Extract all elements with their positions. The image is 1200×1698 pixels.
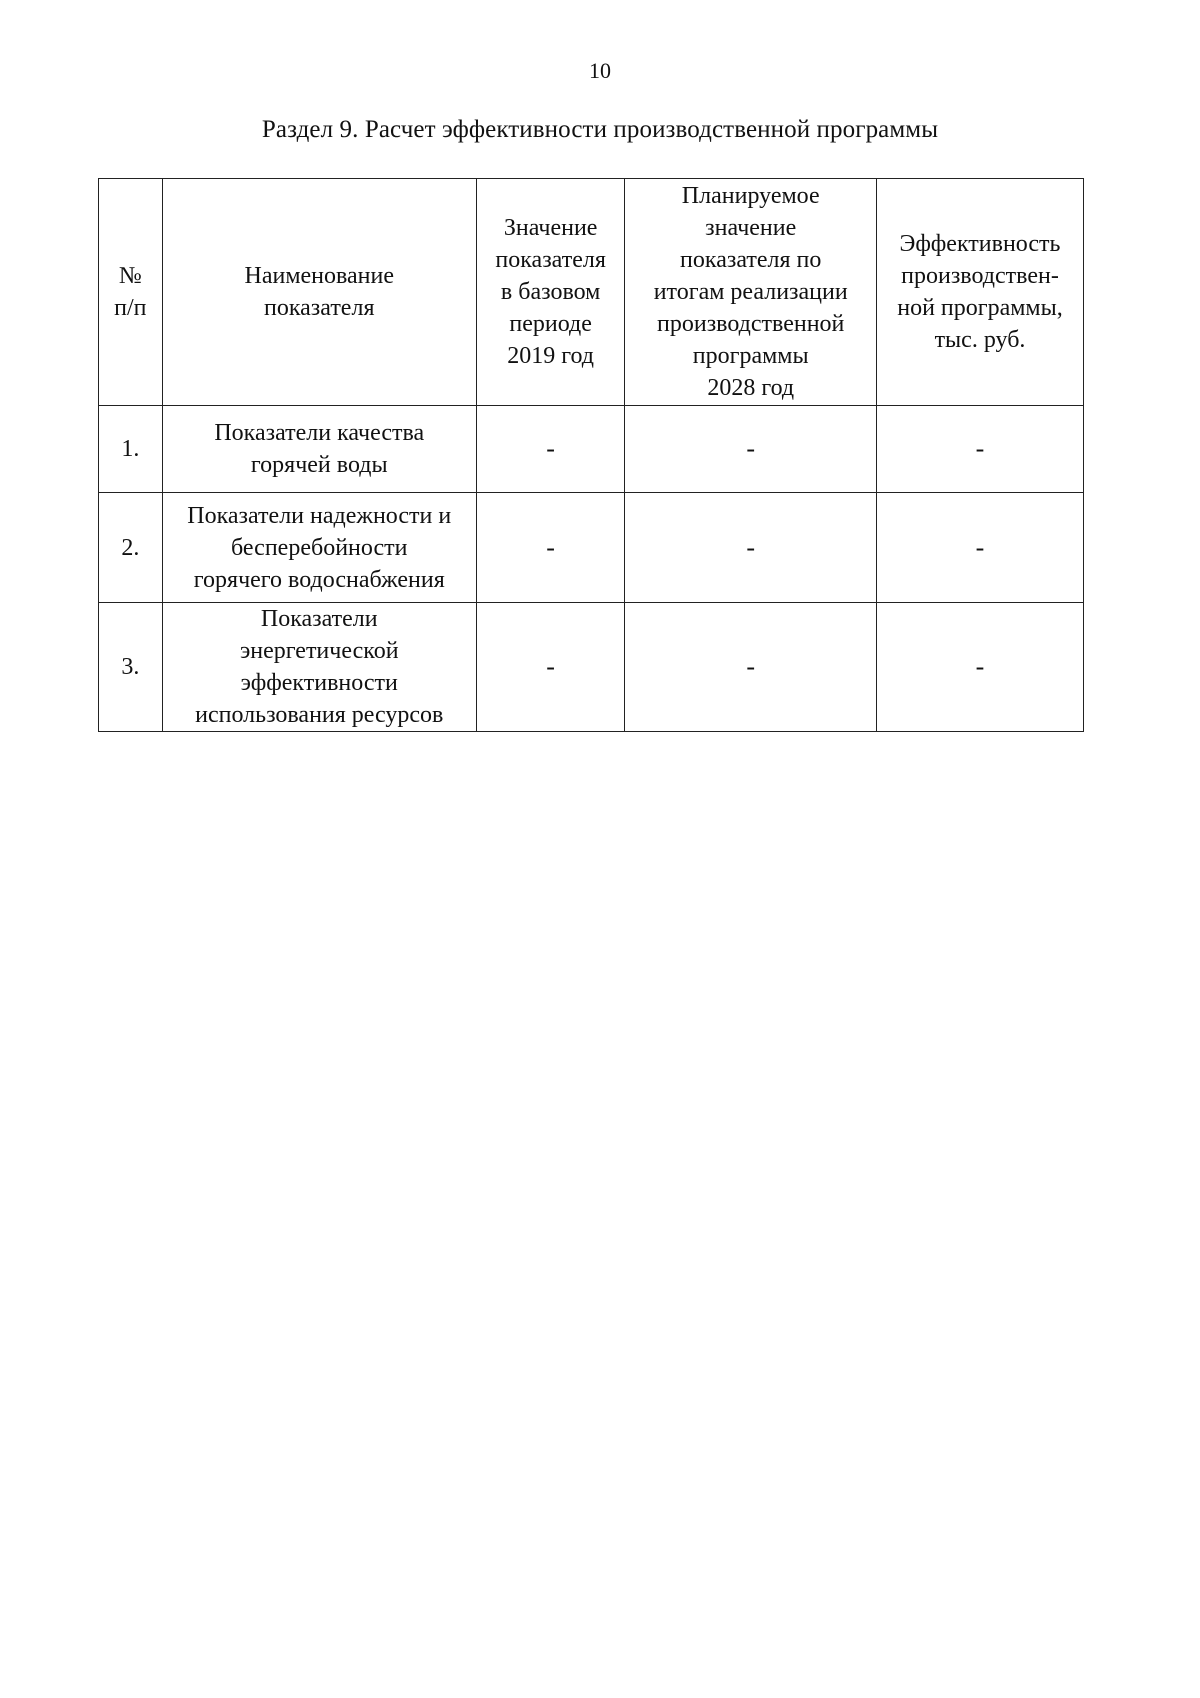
row-planned-value: - xyxy=(625,493,877,603)
row-base-value: - xyxy=(476,603,625,732)
row-efficiency: - xyxy=(876,493,1083,603)
header-line: производствен- xyxy=(901,263,1059,289)
header-efficiency xyxy=(876,179,1083,406)
table-header-row xyxy=(99,179,1084,406)
name-line: горячего водоснабжения xyxy=(193,566,445,593)
header-line: производственной xyxy=(657,311,845,337)
table-row xyxy=(99,406,1084,493)
name-line: Показатели надежности и xyxy=(187,502,452,529)
row-efficiency: - xyxy=(876,603,1083,732)
header-line: Эффективность xyxy=(899,231,1061,257)
name-line: бесперебойности xyxy=(231,534,408,561)
name-line: энергетической xyxy=(239,638,399,664)
name-line: горячей воды xyxy=(250,452,388,478)
row-number: 1. xyxy=(99,406,163,493)
efficiency-table xyxy=(98,178,1084,732)
header-line: ной программы, xyxy=(897,295,1063,321)
header-base-value xyxy=(476,179,625,406)
header-line: Планируемое xyxy=(681,183,820,209)
header-line: Наименование xyxy=(244,263,395,289)
header-line: значение xyxy=(705,215,797,241)
page-number: 10 xyxy=(589,58,611,83)
table-row xyxy=(99,603,1084,732)
row-number: 2. xyxy=(99,493,163,603)
name-line: Показатели качества xyxy=(214,420,425,446)
row-indicator-name xyxy=(162,603,476,732)
row-indicator-name xyxy=(162,406,476,493)
row-planned-value: - xyxy=(625,406,877,493)
header-planned-value xyxy=(625,179,877,406)
header-line: № xyxy=(118,263,142,289)
header-line: программы xyxy=(692,343,809,369)
row-efficiency: - xyxy=(876,406,1083,493)
name-line: использования ресурсов xyxy=(195,702,444,728)
header-line: 2028 год xyxy=(707,375,795,401)
row-base-value: - xyxy=(476,493,625,603)
header-indicator-name xyxy=(162,179,476,406)
header-line: тыс. руб. xyxy=(934,327,1026,353)
header-line: п/п xyxy=(114,295,147,321)
header-line: показателя xyxy=(495,247,606,273)
row-base-value: - xyxy=(476,406,625,493)
header-line: периоде xyxy=(509,311,592,337)
header-line: показателя xyxy=(264,295,375,321)
row-indicator-name xyxy=(162,493,476,603)
header-line: показателя по xyxy=(680,247,822,273)
header-line: Значение xyxy=(503,215,598,241)
header-number xyxy=(99,179,163,406)
header-line: 2019 год xyxy=(507,343,595,369)
header-line: итогам реализации xyxy=(653,279,848,305)
row-planned-value: - xyxy=(625,603,877,732)
name-line: эффективности xyxy=(240,670,398,696)
name-line: Показатели xyxy=(260,606,378,632)
header-line: в базовом xyxy=(500,279,601,305)
row-number: 3. xyxy=(99,603,163,732)
table-row xyxy=(99,493,1084,603)
section-title: Раздел 9. Расчет эффективности производственной программы xyxy=(261,116,939,143)
